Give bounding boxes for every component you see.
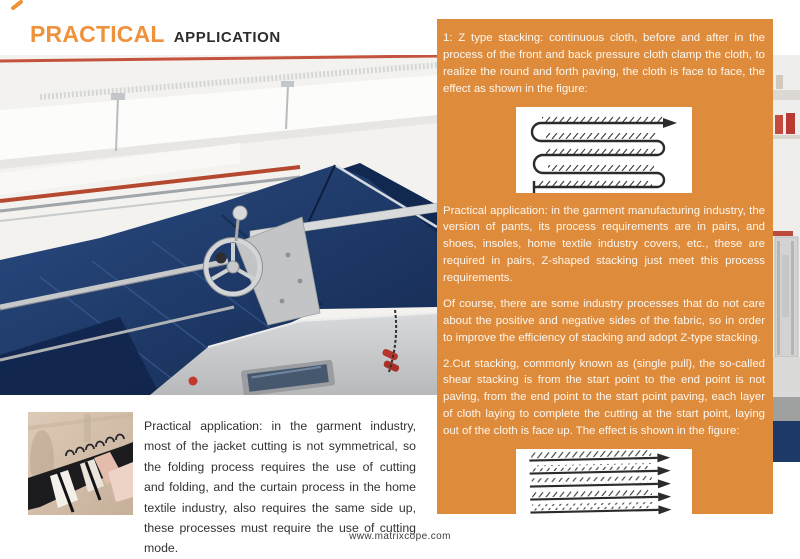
page-title-primary: PRACTICAL bbox=[30, 21, 165, 47]
page-title bbox=[30, 21, 281, 48]
website-url[interactable]: www.matrixcope.com bbox=[349, 531, 451, 542]
hanger-rack-photo bbox=[28, 412, 133, 515]
z-type-stacking-figure bbox=[516, 107, 692, 193]
description-panel bbox=[437, 19, 773, 514]
panel-paragraph-cut-stacking: 2.Cut stacking, commonly known as (single pull), the so-called shear stacking is from the start point to the end point is not paving, from the end point to the start point paving, each layer of cloth laying to complete the cutting at the start point, laying out of the cloth is face up. The effect is shown in the figure: bbox=[443, 357, 765, 437]
z-type-stacking-diagram bbox=[516, 107, 692, 193]
page-title-secondary: APPLICATION bbox=[173, 29, 281, 46]
panel-paragraph-practical: Practical application: in the garment manufacturing industry, the version of pants, its process requirements are in pairs, and shoes, insoles, home textile industry covers, etc., these are required in pairs, Z-shaped stacking just meet this process requirements. bbox=[443, 204, 765, 284]
spreading-machine-photo bbox=[0, 55, 437, 395]
factory-photo-sliver bbox=[773, 55, 800, 465]
corner-slash-decoration bbox=[10, 0, 23, 11]
cut-stacking-diagram bbox=[516, 449, 692, 514]
bottom-caption: Practical application: in the garment industry, most of the jacket cutting is not symmetrical, so the folding process requires the use of cutting and folding, and the curtain process in the home textile industry, also requires the same side up, these processes must require the use of cutting mode. bbox=[144, 419, 416, 556]
red-button bbox=[189, 377, 198, 386]
panel-paragraph-z-type: 1: Z type stacking: continuous cloth, before and after in the process of the front and back pressure cloth clamp the cloth, to realize the round and forth paving, the cloth is face to face, the effect as shown in the figure: bbox=[443, 32, 765, 95]
panel-paragraph-of-course: Of course, there are some industry processes that do not care about the positive and negative sides of the fabric, so in order to improve the efficiency of stacking and adopt Z-type stacking. bbox=[443, 297, 765, 344]
cut-stacking-figure bbox=[516, 449, 692, 514]
